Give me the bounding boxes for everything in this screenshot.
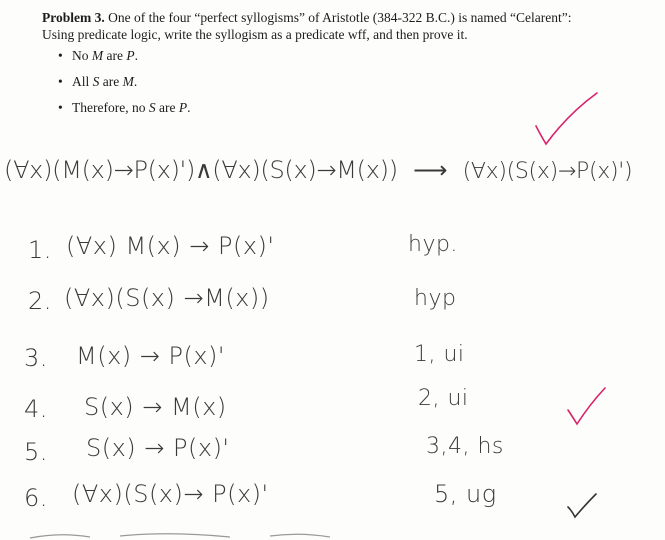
red-check-mark-steps [568,388,605,424]
step-justification: 5, ug [434,480,497,508]
step-justification: 2, ui [418,386,469,411]
red-check-mark-wff [536,93,597,144]
step-number: 6. [24,484,48,512]
problem-text-line1: One of the four “perfect syllogisms” of Aristotle (384-322 B.C.) is named “Celarent”: [108,10,572,25]
step-number: 5. [24,438,48,466]
wff-conclusion: (∀x)(S(x)→P(x)') [462,159,633,184]
wff-main-arrow: ⟶ [413,156,448,184]
cut-off-handwriting [30,534,330,538]
step-justification: hyp. [408,232,458,257]
conclusion-item: • Therefore, no S are P. [58,100,191,115]
step-formula: M(x) → P(x)' [76,342,226,370]
problem-text-line2: Using predicate logic, write the syllogism as a predicate wff, and then prove it. [42,27,468,42]
step-formula: (∀x) M(x) → P(x)' [66,232,275,260]
step-justification: 3,4, hs [426,434,504,459]
problem-label: Problem 3. [42,10,105,25]
step-justification: hyp [414,286,457,311]
step-formula: S(x) → M(x) [84,393,227,421]
step-number: 3. [24,344,48,372]
step-formula: S(x) → P(x)' [86,434,230,462]
step-justification: 1, ui [414,342,465,367]
premise-item: • No M are P. [58,48,138,63]
wff-hypothesis: (∀x)(M(x)→P(x)')∧(∀x)(S(x)→M(x)) [4,156,398,184]
premise-item: • All S are M. [58,74,138,89]
step-number: 1. [28,236,52,264]
step-formula: (∀x)(S(x)→ P(x)' [72,480,269,508]
dark-check-mark-final [568,494,596,517]
step-number: 2. [28,287,52,315]
step-number: 4. [24,395,48,423]
step-formula: (∀x)(S(x) →M(x)) [64,284,270,312]
